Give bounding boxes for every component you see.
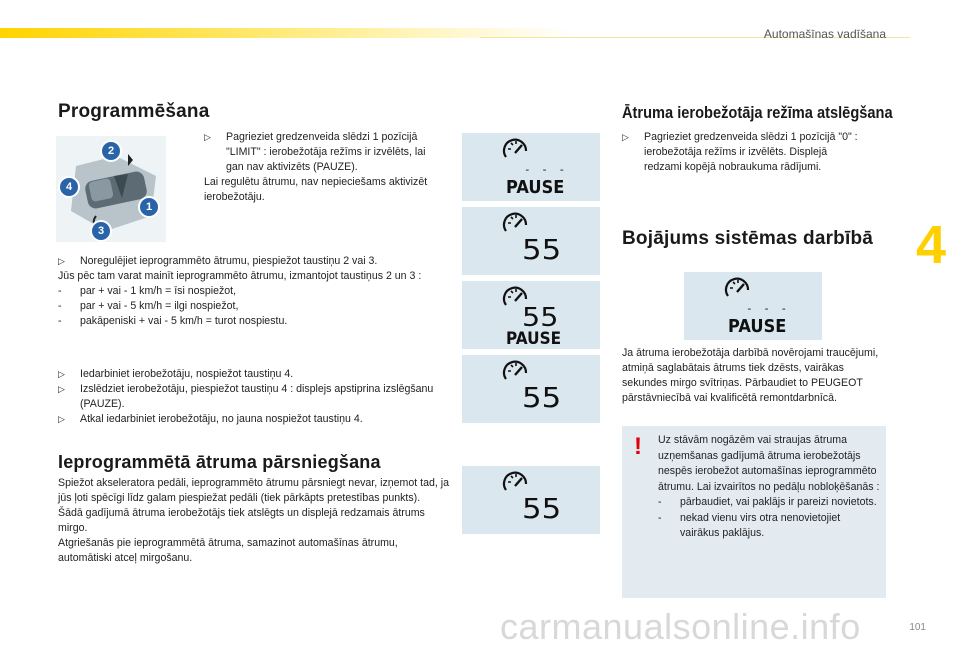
speed-value: 55 — [522, 381, 562, 414]
bullet-arrow-icon: ▷ — [58, 384, 65, 394]
adjust-dash-item: - par + vai - 1 km/h = īsi nospiežot, — [58, 285, 237, 297]
pause-label: PAUSE — [728, 316, 787, 337]
page-number: 101 — [909, 622, 926, 633]
exceed-text-2: Šādā gadījumā ātruma ierobežotājs tiek atslēgts un displejā redzamais ātrums mirgo. — [58, 507, 425, 534]
exceed-body — [58, 476, 450, 566]
bullet-arrow-icon: ▷ — [58, 256, 65, 266]
adjust-text: Jūs pēc tam varat mainīt ieprogrammēto ātrumu, izmantojot taustiņus 2 un 3 : — [58, 270, 422, 282]
speed-limiter-icon — [502, 137, 532, 161]
pause-label: PAUSE — [506, 329, 562, 349]
badge-3: 3 — [90, 220, 112, 242]
dash-line: - - - — [746, 302, 790, 315]
switch-off-bullet: ▷ Pagrieziet gredzenveida slēdzi 1 pozīcijā "0" : ierobežotāja režīms ir izvēlēts. Displejā redzami kopējā nobraukuma rādījumi. — [622, 131, 858, 173]
section-title-malfunction: Bojājums sistēmas darbībā — [622, 228, 874, 249]
bullet-arrow-icon: ▷ — [622, 132, 629, 142]
display-panel-malfunction — [684, 272, 822, 340]
warning-icon: ! — [634, 433, 642, 460]
activate-bullet: ▷ Izslēdziet ierobežotāju, piespiežot taustiņu 4 : displejs apstiprina izslēgšanu (PAUZE). — [58, 383, 434, 410]
warning-dash-item: - nekad vienu virs otra nenovietojiet vairākus paklājus. — [658, 511, 841, 539]
watermark: carmanualsonline.info — [500, 606, 861, 647]
pause-label: PAUSE — [506, 177, 565, 198]
badge-2: 2 — [100, 140, 122, 162]
display-panel-pause — [462, 133, 600, 201]
exceed-text-1: Spiežot akseleratora pedāli, ieprogrammēto ātrumu pārsniegt nevar, izņemot tad, ja jūs ļoti spēcīgi līdz galam piespiežat pedāli (tiek pārkāpts pretestības punkts). — [58, 477, 450, 504]
stalk-illustration — [56, 136, 166, 242]
adjust-dash-item: - pakāpeniski + vai - 5 km/h = turot nospiestu. — [58, 315, 288, 327]
speed-limiter-icon — [502, 359, 532, 383]
adjust-dash-item: - par + vai - 5 km/h = ilgi nospiežot, — [58, 300, 239, 312]
activate-bullet: ▷ Atkal iedarbiniet ierobežotāju, no jauna nospiežot taustiņu 4. — [58, 413, 363, 425]
intro-bullet: ▷ Pagrieziet gredzenveida slēdzi 1 pozīcijā "LIMIT" : ierobežotāja režīms ir izvēlēts, lai gan nav aktivizēts (PAUZE). — [204, 131, 426, 173]
adjust-bullet: ▷ Noregulējiet ieprogrammēto ātrumu, piespiežot taustiņu 2 vai 3. — [58, 255, 378, 267]
section-header-title: Automašīnas vadīšana — [763, 27, 886, 41]
speed-value: 55 — [522, 233, 562, 266]
intro-note: Lai regulētu ātrumu, nav nepieciešams aktivizēt ierobežotāju. — [204, 176, 428, 203]
warning-body — [658, 433, 880, 542]
programming-adjust — [58, 254, 450, 329]
bullet-arrow-icon: ▷ — [204, 132, 211, 142]
exceed-text-3: Atgriešanās pie ieprogrammētā ātruma, samazinot automašīnas ātrumu, automātiski atceļ mirgošanu. — [58, 537, 398, 564]
switch-off-body — [622, 130, 862, 175]
badge-4: 4 — [58, 176, 80, 198]
malfunction-body — [622, 346, 884, 406]
display-panel-speed-active — [462, 355, 600, 423]
chapter-number: 4 — [915, 215, 946, 275]
dash-line: - - - — [524, 163, 568, 176]
activate-bullet: ▷ Iedarbiniet ierobežotāju, nospiežot taustiņu 4. — [58, 368, 294, 380]
speed-limiter-icon — [724, 276, 754, 300]
malfunction-text: Ja ātruma ierobežotāja darbībā novērojami traucējumi, atmiņā saglabātais ātrums tiek dzēsts, vairākas sekundes mirgo svītriņas. Pārbaudiet to PEUGEOT pārstāvniecībā vai kvalificētā remontdarbnīcā. — [622, 347, 879, 404]
display-panel-speed — [462, 207, 600, 275]
section-title-switch-off: Ātruma ierobežotāja režīma atslēgšana — [622, 103, 893, 122]
programming-intro — [204, 130, 442, 205]
display-panel-speed-pause — [462, 281, 600, 349]
bullet-arrow-icon: ▷ — [58, 369, 65, 379]
section-title-exceed: Ieprogrammētā ātruma pārsniegšana — [58, 452, 381, 472]
bullet-arrow-icon: ▷ — [58, 414, 65, 424]
badge-1: 1 — [138, 196, 160, 218]
display-panel-exceed — [462, 466, 600, 534]
speed-limiter-icon — [502, 470, 532, 494]
warning-dash-item: - pārbaudiet, vai paklājs ir pareizi novietots. — [658, 496, 877, 508]
speed-limiter-icon — [502, 211, 532, 235]
programming-activate — [58, 367, 450, 427]
warning-text: Uz stāvām nogāzēm vai straujas ātruma uzņemšanas gadījumā ātruma ierobežotājs nespēs ierobežot automašīnas ieprogrammēto ātrumu. Lai izvairītos no pedāļu nobloķēšanās : — [658, 434, 880, 493]
section-title-programming: Programmēšana — [58, 101, 210, 122]
speed-value: 55 — [522, 303, 559, 333]
speed-value: 55 — [522, 492, 562, 525]
